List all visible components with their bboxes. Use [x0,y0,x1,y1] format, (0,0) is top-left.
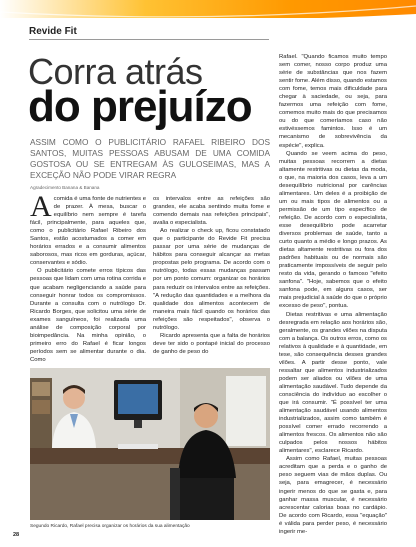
article-photo [30,368,270,520]
headline-line-2: do prejuízo [28,82,252,131]
headline-line-1: Corra atrás [28,51,203,92]
section-label: Revide Fit [29,26,77,37]
paragraph: comida é uma fonte de nutrientes e de prazer. À mesa, buscar o equilíbrio nem sempre é tarefa fácil, principalmente, para aqueles que, como o publicitário Rafael Ribeiro dos Santos, estão acostumados a comer em horários errados e a consumir alimentos saborosos, mas ricos em gorduras, açúcar, conservantes e sódio. [30,196,147,267]
photo-credit: Agradecimento Banana & Banana [30,185,100,190]
paragraph: O publicitário comete erros típicos das pessoas que lidam com uma rotina corrida e que acabam negligenciando a saúde para conseguir honrar todos os compromissos. Durante a consulta com o nutrólogo Dr. Ricardo Borges, que solicitou uma série de exames sanguíneos, foi realizada uma análise de composição corporal por bioimpedância. Na minha opinião, o primeiro erro do Rafael é ficar longos períodos sem se alimentar durante o dia. Como [30,268,146,363]
article-column-3 [279,53,387,536]
paragraph: Ricardo apresenta que a falta de horários deve ter sido o pontapé inicial do processo de ganho de peso do [153,332,270,355]
photo-caption: Segundo Ricardo, Rafael precisa organizar os horários da sua alimentação [30,524,190,529]
top-color-band [0,0,416,22]
article-column-1 [30,190,147,364]
paragraph: Assim como Rafael, muitas pessoas acreditam que a perda e o ganho de peso seguem vias de mãos duplas. Ou seja, para emagrecer, é necessário ingerir menos do que se gasta e, para ganhar massa muscular, é necessário acrescentar calorias boas no cardápio. De acordo com Ricardo, essa "equação" é válida para perder peso, é necessário ingerir me- [279,456,387,535]
paragraph: Dietas restritivas e uma alimentação desregrada em relação aos horários são, geralmente, os grandes vilões na disputa com a balança. Os outros erros, como os relativos à qualidade e à quantidade, em tese, são consequência desses grandes vilões. A partir desse ponto, vale ressaltar que alimentos industrializados podem ser aliados ou vilões de uma alimentação saudável. Tudo depende da consciência do indivíduo ao escolher o que irá consumir. "É possível ter uma alimentação saudável usando alimentos industrializados, assim como também é possível comer errado recorrendo a alimentos frescos. Os alimentos não são culpados pelos nossos hábitos alimentares", esclarece Ricardo. [279,311,387,455]
section-rule [29,39,269,40]
paragraph: Ao realizar o check up, ficou constatado que o participante do Revide Fit precisa passar por uma série de mudanças de hábitos para conseguir alcançar as metas propostas pelo programa. De acordo com o nutrólogo, todas essas mudanças passam por um ponto comum: organizar os horários para reduzir os intervalos entre as refeições. "A redução das quantidades e a melhora da qualidade dos alimentos acontecem de maneira mais fácil quando os horários das refeições são respeitados", observa o nutrólogo. [153,228,270,331]
article-column-2 [153,195,270,356]
paragraph: Rafael. "Quando ficamos muito tempo sem comer, nosso corpo produz uma série de substâncias que nos fazem sentir fome. Além disso, quando estamos com fome, temos mais dificuldade para chegar à saciedade, ou seja, para fazermos uma refeição com fome, comemos muito mais do que precisamos ou do que comeríamos caso não estivéssemos famintos. Isso é um mecanismo de sobrevivência da espécie", explica. [279,54,387,149]
lead-paragraph: ASSIM COMO O PUBLICITÁRIO RAFAEL RIBEIRO DOS SANTOS, MUITAS PESSOAS ABUSAM DE UMA COMIDA GOSTOSA OU SE ENTREGAM ÀS GULOSEIMAS, MAS A EXCEÇÃO NÃO PODE VIRAR REGRA [30,137,270,180]
page-number: 28 [13,532,20,538]
paragraph: Quando se veem acima do peso, muitas pessoas recorrem a dietas altamente restritivas ou dietas da moda, o que, na maioria dos casos, leva a um desequilíbrio nutricional por carências alimentares. Um deles é a proibição de um ou mais tipos de alimentos ou a permissão de um tipo específico de refeição. De acordo com o especialista, esse desequilíbrio pode acarretar diversos problemas de saúde, tanto a curto quanto a médio e longo prazos. As dietas altamente restritivas ou fora dos padrões habituais ou de normais são praticamente impossíveis de seguir pelo resto da vida, gerando o famoso "efeito sanfona". "Hoje, sabemos que o efeito sanfona pode, em alguns casos, ser mais prejudicial à saúde do que o próprio excesso de peso", pontua. [279,150,387,310]
paragraph: os intervalos entre as refeições são grandes, ele acaba sentindo muita fome e comendo demais nas refeições principais", avalia o especialista. [153,196,270,227]
drop-cap: A [30,190,52,223]
